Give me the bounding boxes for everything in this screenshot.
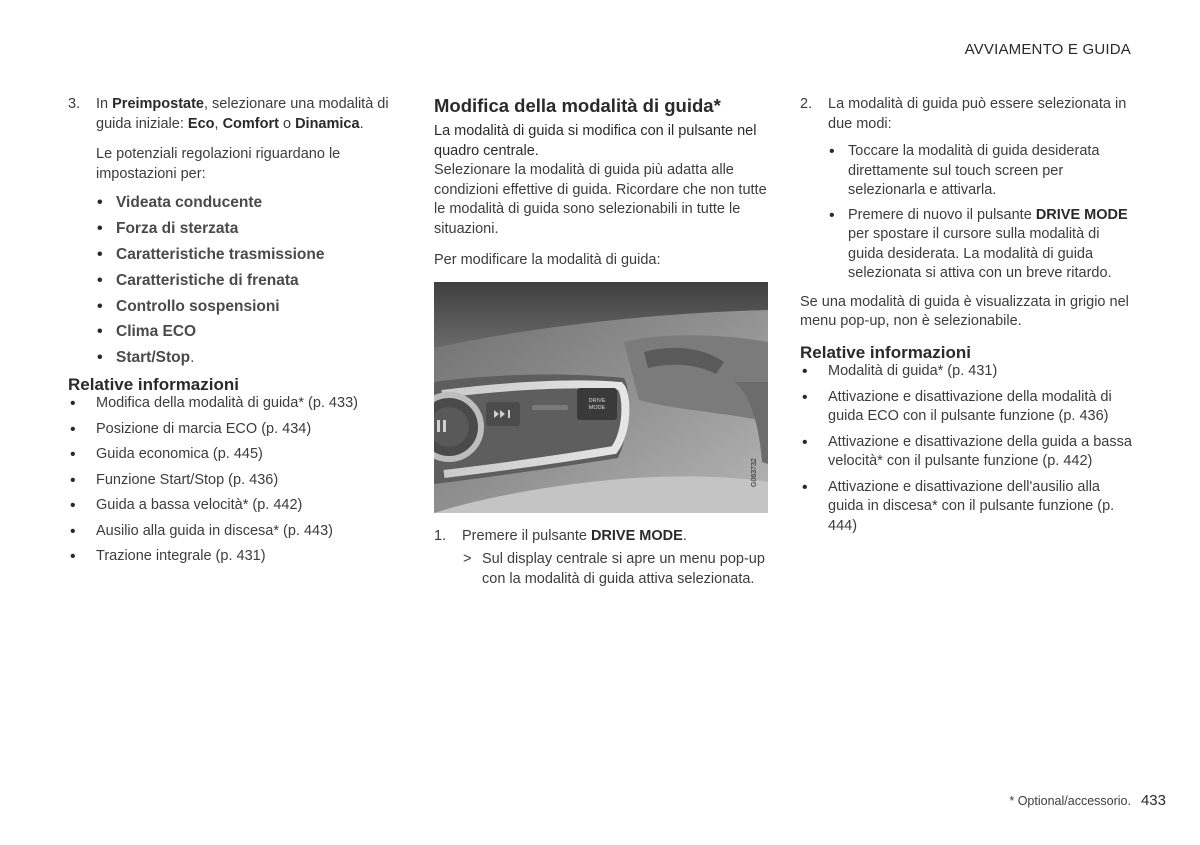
step-number: 3. (68, 96, 81, 112)
intro-text: La modalità di guida si modifica con il pulsante nel quadro centrale. (434, 123, 757, 159)
step-number: 1. (434, 527, 447, 544)
right-column (800, 95, 1132, 542)
step-3-text (96, 95, 403, 134)
text-run: o (278, 115, 296, 132)
list-item (96, 297, 403, 317)
settings-link[interactable]: Clima ECO (116, 323, 197, 341)
text-run: . (682, 527, 687, 544)
page-footer (1009, 791, 1166, 812)
drive-mode-button-label-2: MODE (588, 404, 606, 411)
link-dinamica[interactable]: Dinamica (295, 115, 360, 132)
step-3 (68, 95, 403, 368)
text-run: per spostare il cursore sulla modalità di guida desiderata. La modalità di guida selezionata si attiva con un breve ritardo. (848, 226, 1112, 281)
text-run: . (359, 115, 364, 132)
settings-list (96, 193, 403, 368)
related-link[interactable]: • Guida economica (p. 445) (68, 445, 403, 465)
list-item (96, 322, 403, 342)
settings-link[interactable]: Forza di sterzata (116, 219, 239, 237)
settings-link[interactable]: Videata conducente (116, 194, 263, 211)
text-run: Premere di nuovo il pulsante (848, 206, 1036, 223)
drive-mode-term: DRIVE MODE (590, 527, 683, 544)
drive-mode-button-label-1: DRIVE (588, 397, 606, 404)
related-list (68, 394, 403, 567)
body-text: Selezionare la modalità di guida più adatta alle condizioni effettive di guida. Ricordare che non tutte le modalità di guida sono selezionabili in tutte le situazioni. (434, 162, 767, 237)
related-link[interactable]: • Posizione di marcia ECO (p. 434) (68, 420, 403, 440)
page-number: 433 (1140, 792, 1166, 809)
option-item (828, 206, 1132, 284)
related-list (800, 362, 1132, 536)
related-title: Relative informazioni (800, 342, 971, 362)
text-run: , (214, 115, 223, 132)
text-run: Premere il pulsante (462, 527, 591, 544)
list-item (96, 219, 403, 239)
related-link[interactable]: • Attivazione e disattivazione dell'ausilio alla guida in discesa* con il pulsante funzione (p. 444) (800, 478, 1132, 537)
settings-link[interactable]: Caratteristiche di frenata (116, 271, 299, 289)
settings-link[interactable]: Caratteristiche trasmissione (116, 245, 325, 263)
step-2-text: La modalità di guida può essere selezionata in due modi: (828, 96, 1127, 132)
section-heading: Modifica della modalità di guida* (434, 95, 721, 116)
settings-intro: Le potenziali regolazioni riguardano le impostazioni per: (96, 146, 341, 182)
list-item (96, 193, 403, 213)
link-eco[interactable]: Eco (187, 115, 215, 132)
list-item (96, 245, 403, 265)
drive-mode-term: DRIVE MODE (1035, 206, 1128, 223)
left-column (68, 95, 403, 573)
link-preimpostate[interactable]: Preimpostate (112, 96, 204, 112)
related-link[interactable]: • Attivazione e disattivazione della guida a bassa velocità* con il pulsante funzione (p. 442) (800, 433, 1132, 472)
center-console-photo (434, 282, 768, 513)
list-item (96, 271, 403, 291)
related-link[interactable]: • Guida a bassa velocità* (p. 442) (68, 496, 403, 516)
procedure-intro: Per modificare la modalità di guida: (434, 252, 661, 268)
middle-column (434, 95, 768, 589)
text-run: . (190, 349, 195, 367)
note-text: Se una modalità di guida è visualizzata in grigio nel menu pop-up, non è selezionabile. (800, 293, 1129, 329)
text-run: In (96, 96, 113, 112)
related-title: Relative informazioni (68, 374, 239, 394)
settings-link[interactable]: Controllo sospensioni (116, 297, 280, 315)
step-2 (800, 95, 1132, 284)
related-link[interactable]: • Modifica della modalità di guida* (p. 433) (68, 394, 403, 414)
list-item (96, 348, 403, 368)
step-number: 2. (800, 96, 813, 112)
related-link[interactable]: • Modalità di guida* (p. 431) (800, 362, 1132, 382)
section-title: AVVIAMENTO E GUIDA (964, 41, 1131, 58)
option-item: • Toccare la modalità di guida desiderata direttamente sul touch screen per selezionarla e attivarla. (828, 142, 1132, 201)
footnote: * Optional/accessorio. (1009, 794, 1131, 808)
image-code: G063732 (751, 457, 758, 487)
result-marker: > (463, 551, 472, 567)
center-console-illustration (434, 282, 768, 513)
options-list (828, 142, 1132, 284)
step-1 (434, 527, 768, 547)
related-link[interactable]: • Trazione integrale (p. 431) (68, 547, 403, 567)
related-link[interactable]: • Funzione Start/Stop (p. 436) (68, 471, 403, 491)
related-link[interactable]: • Ausilio alla guida in discesa* (p. 443) (68, 522, 403, 542)
related-link[interactable]: • Attivazione e disattivazione della modalità di guida ECO con il pulsante funzione (p. 436) (800, 388, 1132, 427)
text-run: , selezionare una modalità di guida iniziale: (96, 96, 389, 132)
result-text: Sul display centrale si apre un menu pop-up con la modalità di guida attiva selezionata. (482, 551, 765, 587)
settings-link[interactable]: Start/Stop (116, 349, 191, 367)
step-1-result (434, 550, 768, 589)
link-comfort[interactable]: Comfort (222, 115, 279, 132)
step-1-text (462, 527, 768, 547)
